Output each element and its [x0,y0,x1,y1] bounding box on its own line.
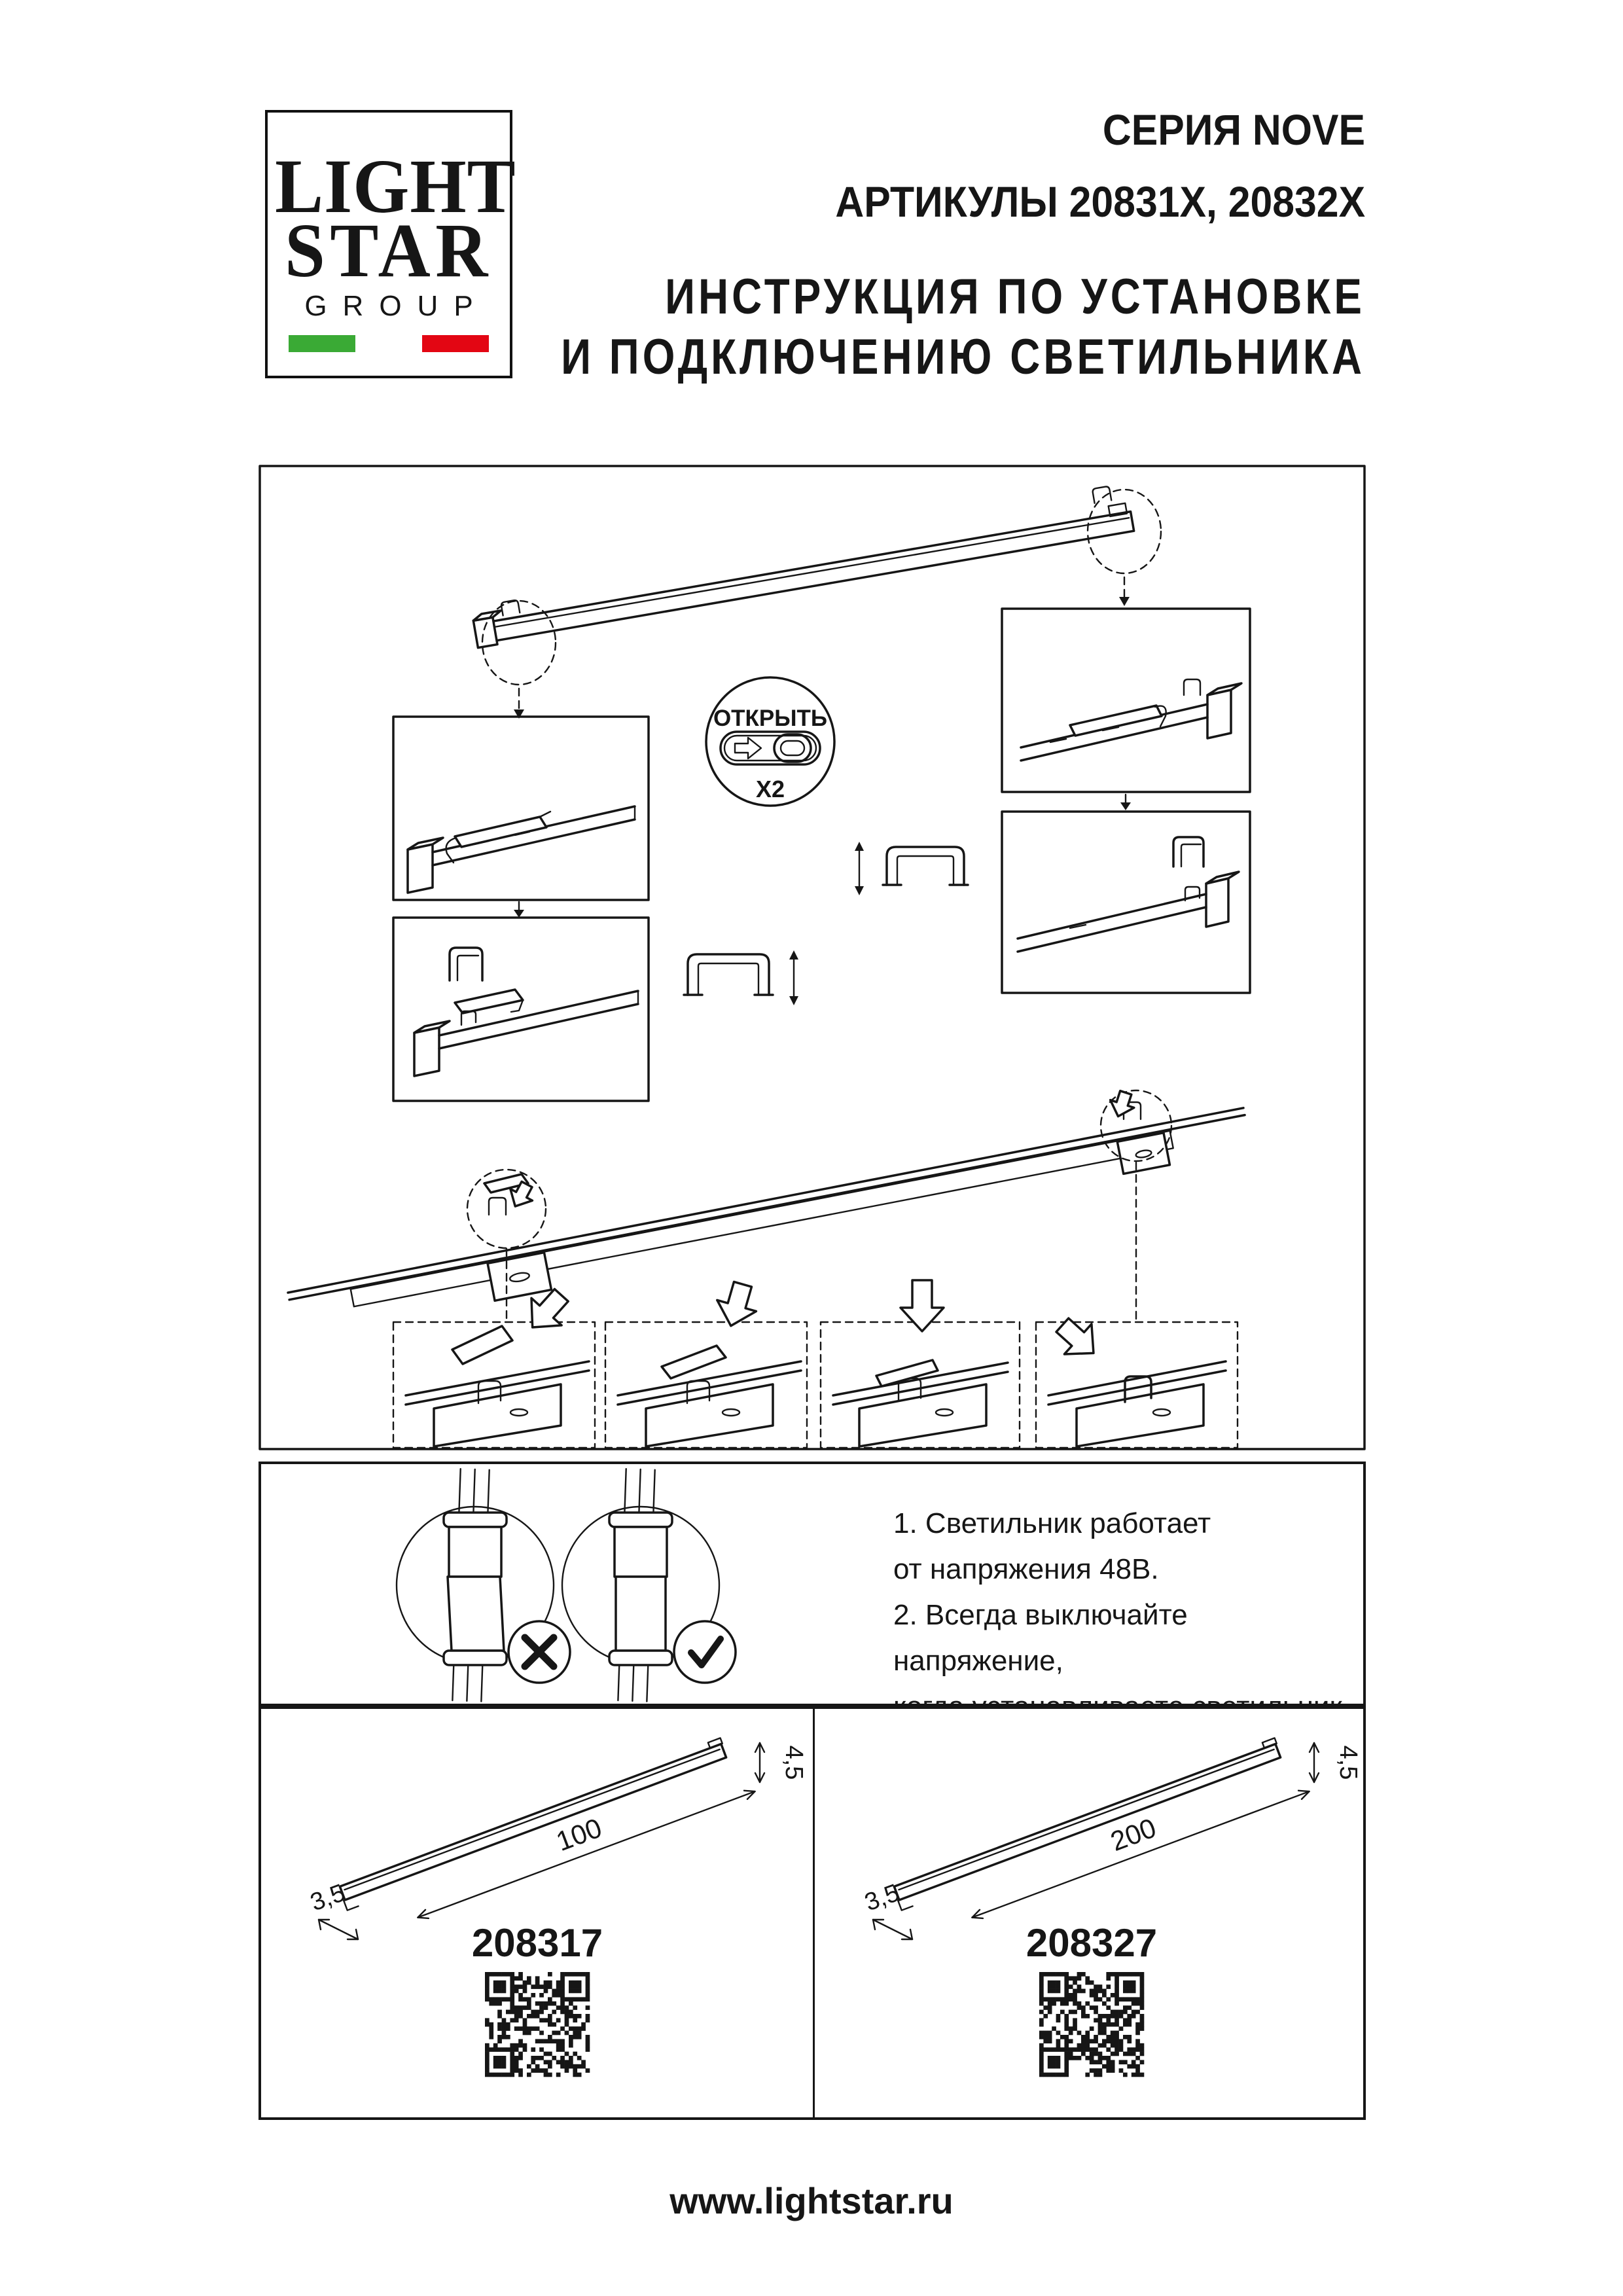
diagram-border [260,466,1364,1449]
safety-notes [893,1501,1363,1730]
slider-switch-icon [721,732,820,764]
correct-alignment-figure [562,1469,736,1701]
height-label: 4,5 [780,1745,808,1780]
flag-green [289,335,355,352]
page-title-line2: И ПОДКЛЮЧЕНИЮ СВЕТИЛЬНИКА [561,329,1365,385]
products-section [259,1706,1366,2120]
step-panel-2 [605,1279,807,1448]
callout-arrow-left [514,689,524,719]
length-label: 100 [552,1812,606,1857]
track-rail-top [469,483,1135,647]
product-208317 [261,1709,813,2117]
flag-white [355,335,422,352]
callout-arrow-right [1119,577,1130,606]
correct-mark [674,1621,736,1683]
clip-profile-icon-lower [684,950,798,1005]
series-title: СЕРИЯ NOVE [1102,105,1365,154]
product-208327 [815,1709,1368,2117]
flag-red [422,335,489,352]
logo-word-star: STAR [285,207,493,293]
product-code: 208317 [471,1921,603,1965]
step-panel-1 [393,1282,595,1448]
page-title [561,267,1365,387]
qr-code [1039,1972,1144,2077]
lightstar-logo [265,110,516,378]
alignment-illustrations [261,1464,889,1704]
height-label: 4,5 [1334,1745,1362,1780]
detail-box-latch-right [1002,609,1250,792]
box-arrow-left [514,902,524,918]
width-label: 3,5 [306,1878,349,1917]
height-dimension [1310,1743,1362,1782]
note-line: от напряжения 48В. [893,1553,1159,1585]
notes-section [259,1462,1366,1706]
logo-word-light: LIGHT [275,143,516,229]
height-dimension [755,1743,808,1782]
open-count-label: X2 [755,776,785,802]
qr-code [485,1972,590,2077]
articles-title: АРТИКУЛЫ 20831X, 20832X [835,177,1365,226]
wrong-mark [508,1621,570,1683]
updown-arrow-icon [855,842,864,895]
detail-box-clip-left [393,918,649,1101]
box-arrow-right [1120,795,1131,810]
page-title-line1: ИНСТРУКЦИЯ ПО УСТАНОВКЕ [665,269,1365,325]
products-divider [813,1709,815,2117]
step-panel-4 [1036,1310,1238,1448]
fixture-drawing [891,1733,1311,1944]
website-url: www.lightstar.ru [669,2180,954,2221]
italian-flag-bar [289,335,489,352]
step-panel-3 [821,1280,1020,1448]
product-code: 208327 [1026,1921,1158,1965]
length-label: 200 [1106,1812,1160,1857]
note-line: 1. Светильник работает [893,1507,1211,1539]
fixture-drawing [336,1733,757,1944]
width-label: 3,5 [861,1878,903,1917]
length-dimension [959,1757,1311,1922]
note-line: 2. Всегда выключайте напряжение, [893,1599,1188,1677]
wrong-alignment-figure [397,1469,570,1701]
clip-profile-icon-upper [855,842,968,895]
mount-callout-left [467,1170,546,1248]
logo-word-group: GROUP [304,290,489,322]
length-dimension [405,1757,757,1922]
open-label: ОТКРЫТЬ [713,706,828,731]
track-rail-mounted [288,1108,1253,1339]
updown-arrow-icon [789,950,798,1005]
detail-box-clip-right [1002,812,1250,993]
open-instruction-badge [706,677,834,806]
installation-diagram [259,465,1366,1450]
detail-box-latch-left [393,717,649,900]
